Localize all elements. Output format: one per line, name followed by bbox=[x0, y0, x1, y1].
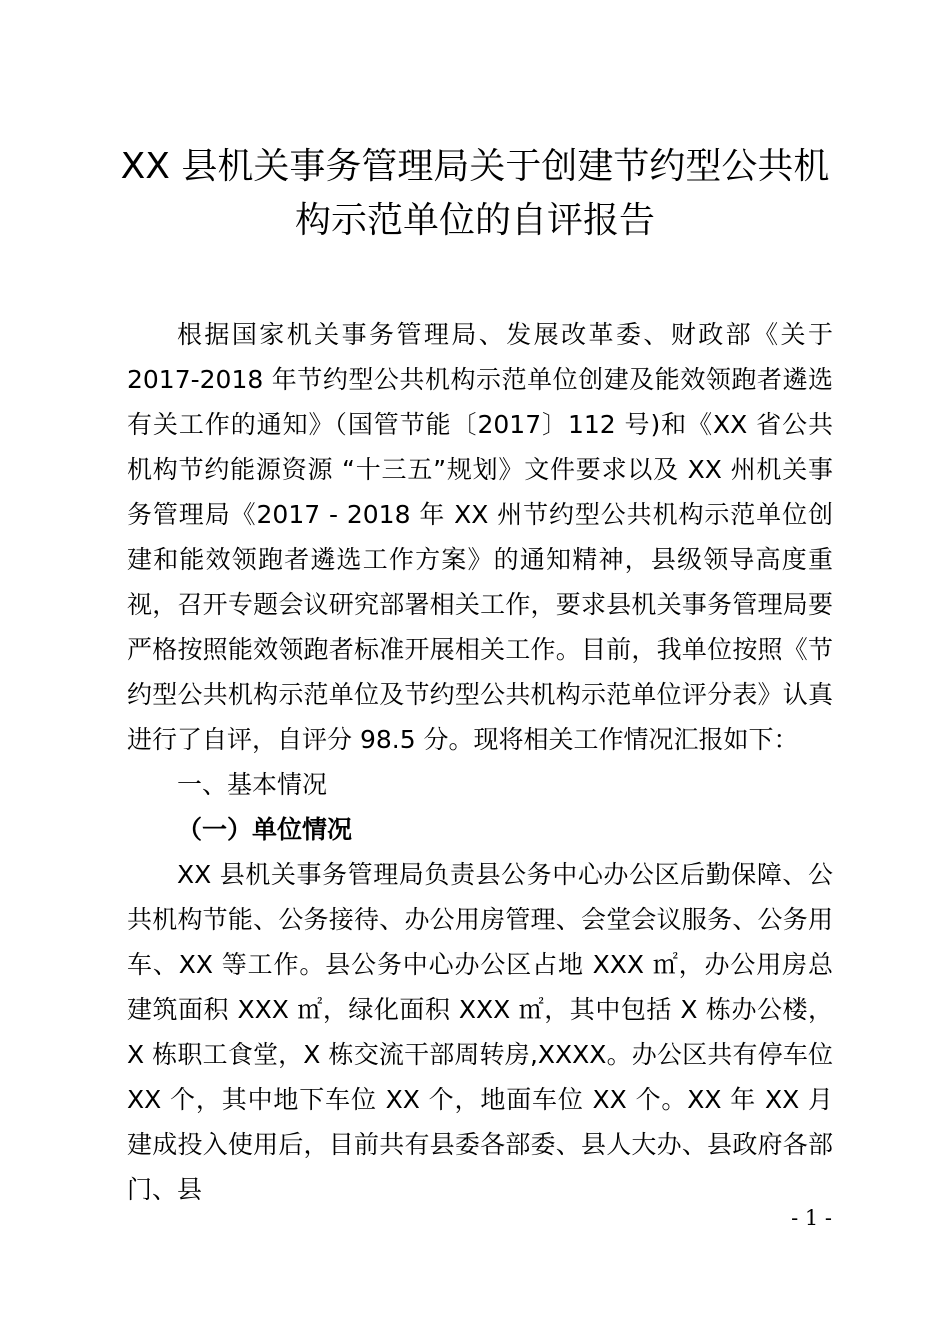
subsection-heading-unit-info: （一）单位情况 bbox=[177, 815, 353, 844]
title-line-2: 构示范单位的自评报告 bbox=[294, 200, 655, 241]
page-number: - 1 - bbox=[791, 1206, 832, 1230]
document-title bbox=[120, 140, 830, 248]
section-heading-basic-info: 一、基本情况 bbox=[177, 770, 328, 799]
intro-paragraph: 根据国家机关事务管理局、发展改革委、财政部《关于2017-2018 年节约型公共机构示范单位创建及能效领跑者遴选有关工作的通知》（国管节能〔2017〕112 号)和《XX 省公共机构节约能源资源 “十三五”规划》文件要求以及 XX 州机关事务管理局《2017 - 2018 年 XX 州节约型公共机构示范单位创建和能效领跑者遴选工作方案》的通知精神，县级领导高度重视，召开专题会议研究部署相关工作，要求县机关事务管理局要严格按照能效领跑者标准开展相关工作。目前，我单位按照《节约型公共机构示范单位及节约型公共机构示范单位评分表》认真进行了自评，自评分 98.5 分。现将相关工作情况汇报如下： bbox=[127, 320, 833, 754]
document-body bbox=[127, 312, 833, 1212]
unit-info-paragraph: XX 县机关事务管理局负责县公务中心办公区后勤保障、公共机构节能、公务接待、办公用房管理、会堂会议服务、公务用车、XX 等工作。县公务中心办公区占地 XXX ㎡，办公用房总建筑面积 XXX ㎡，绿化面积 XXX ㎡，其中包括 X 栋办公楼，X 栋职工食堂，X 栋交流干部周转房,XXXX。办公区共有停车位 XX 个，其中地下车位 XX 个，地面车位 XX 个。XX 年 XX 月建成投入使用后，目前共有县委各部委、县人大办、县政府各部门、县 bbox=[127, 860, 833, 1204]
title-line-1: XX 县机关事务管理局关于创建节约型公共机 bbox=[120, 146, 830, 187]
